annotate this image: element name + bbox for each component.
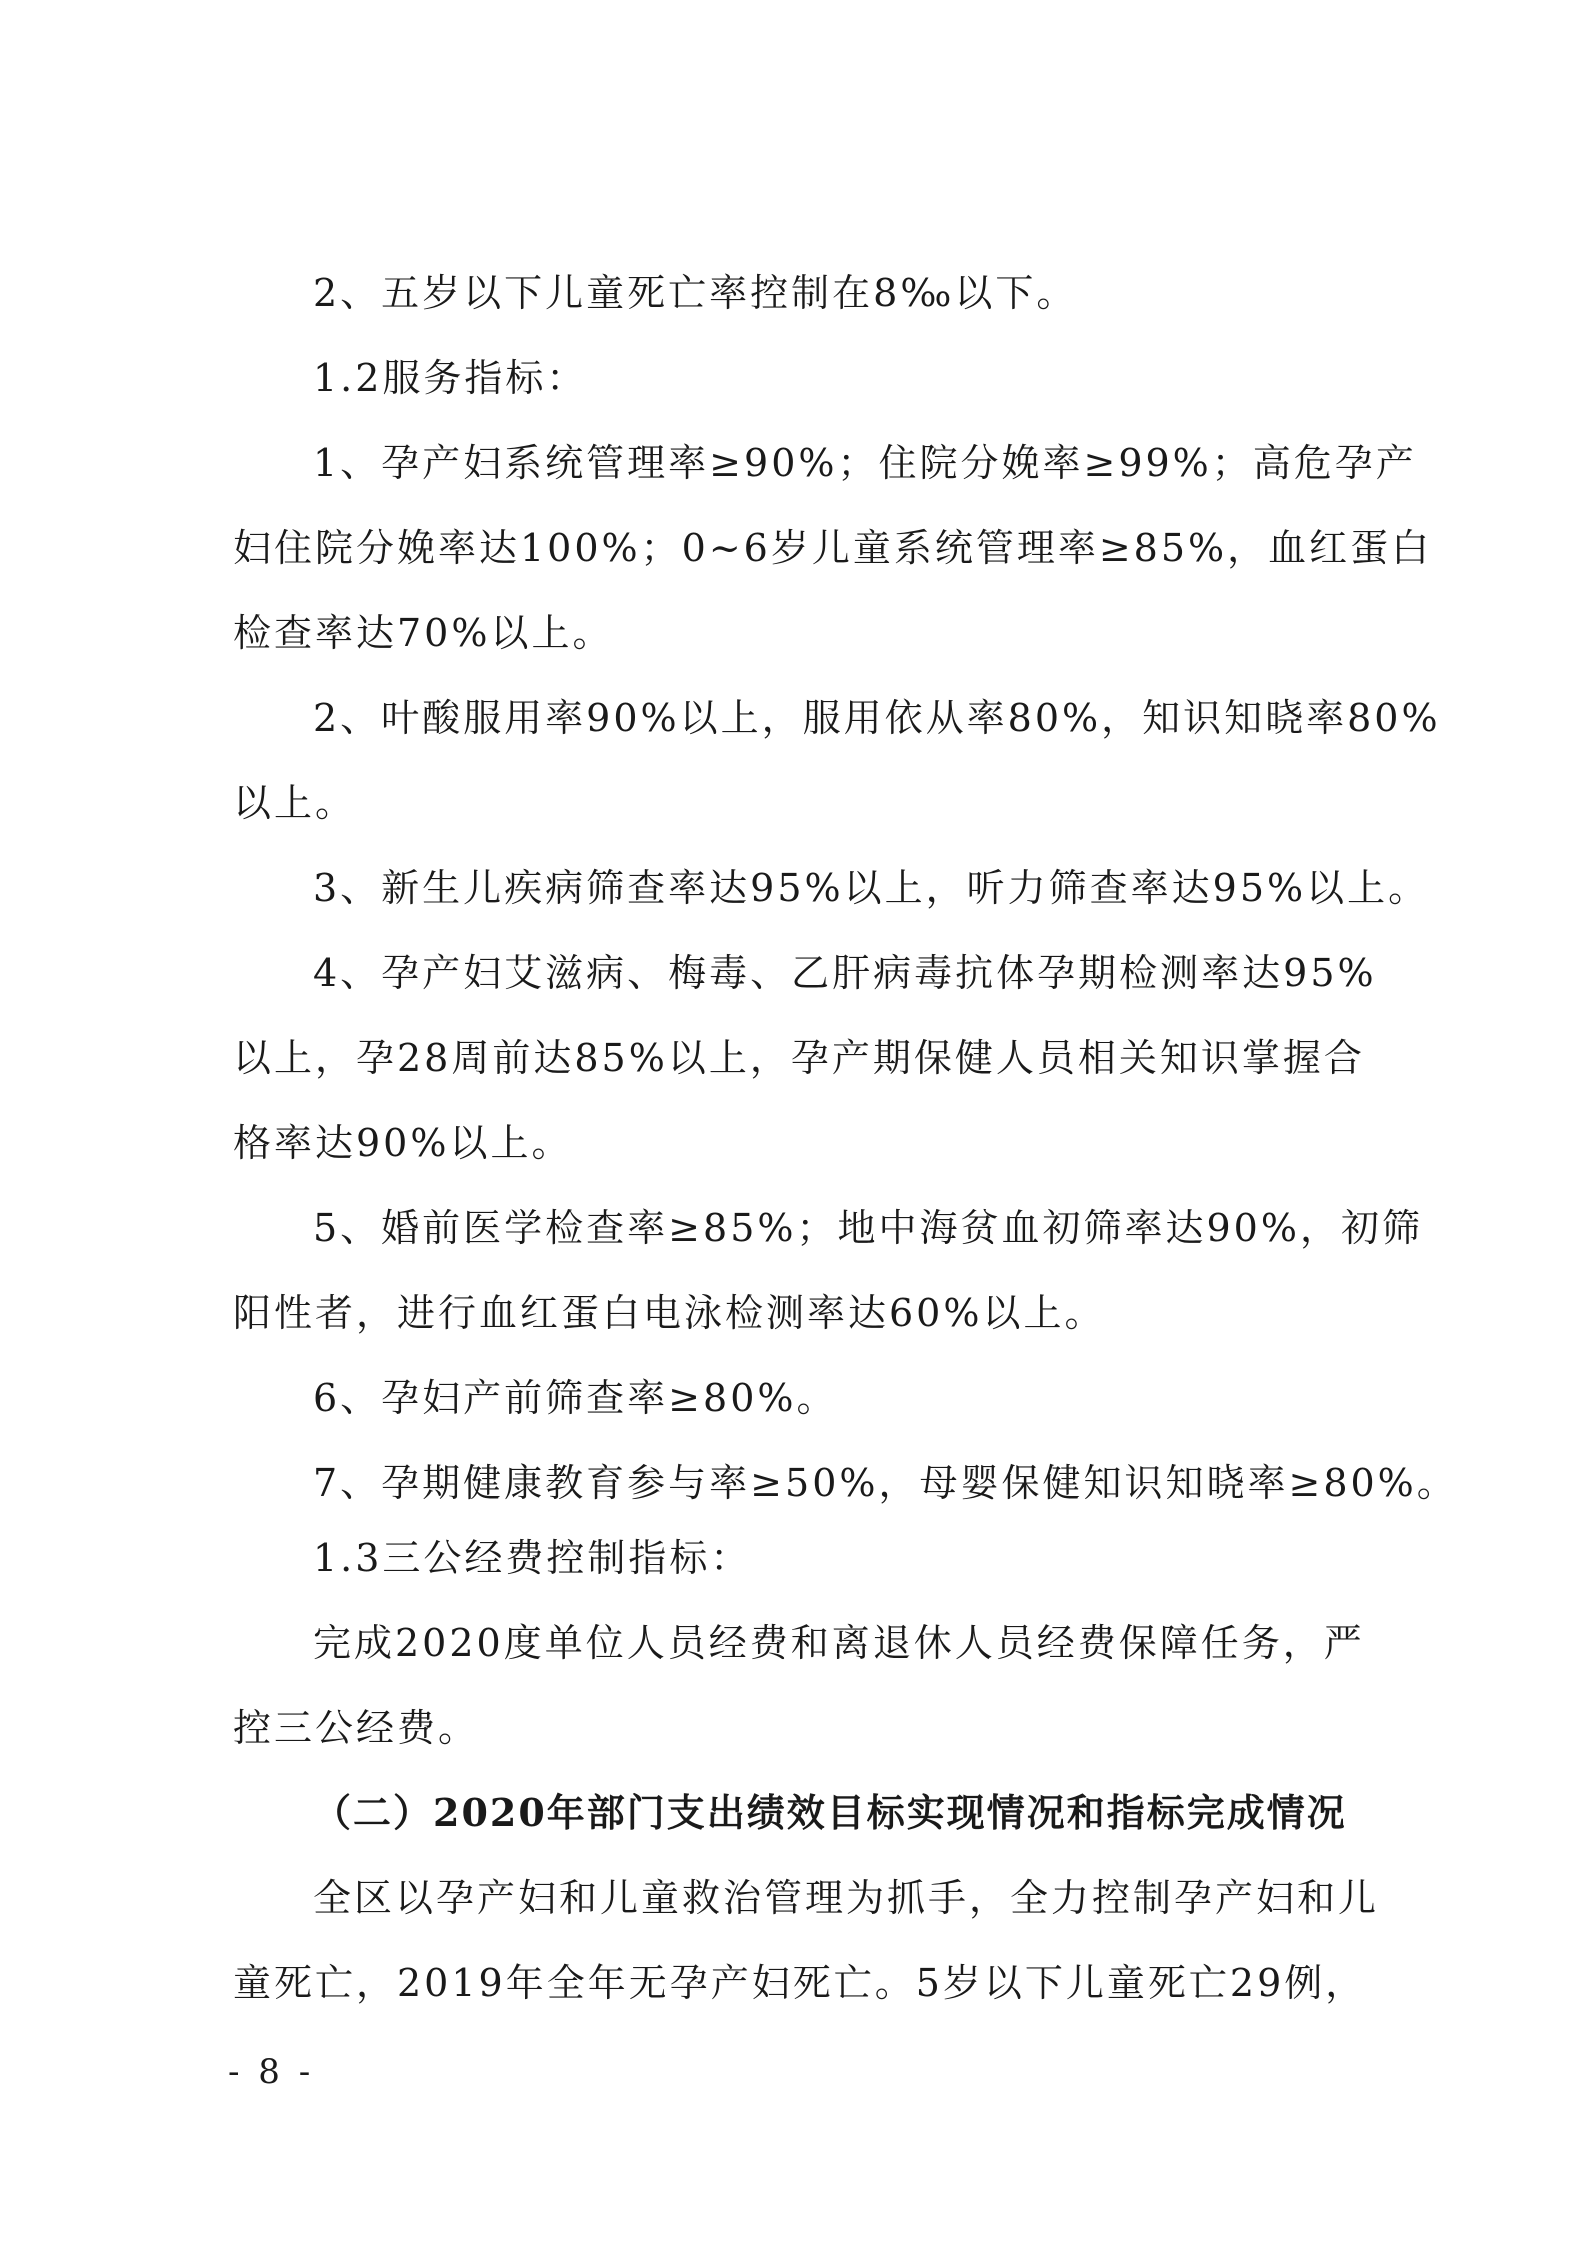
paragraph-line: 3、新生儿疾病筛查率达95%以上，听力筛查率达95%以上。 <box>313 866 1430 910</box>
section-heading-1-3: 1.3三公经费控制指标： <box>313 1536 752 1580</box>
paragraph-line: 以上。 <box>233 781 357 825</box>
paragraph-line: 6、孕妇产前筛查率≥80%。 <box>313 1376 838 1420</box>
paragraph-line: 7、孕期健康教育参与率≥50%，母婴保健知识知晓率≥80%。 <box>313 1461 1458 1505</box>
paragraph-line: 4、孕产妇艾滋病、梅毒、乙肝病毒抗体孕期检测率达95% <box>313 951 1377 995</box>
paragraph-line: 2、叶酸服用率90%以上，服用依从率80%，知识知晓率80% <box>313 696 1441 740</box>
section-heading-part-2: （二）2020年部门支出绩效目标实现情况和指标完成情况 <box>313 1790 1347 1835</box>
paragraph-line: 1、孕产妇系统管理率≥90%；住院分娩率≥99%；高危孕产 <box>313 441 1417 485</box>
paragraph-line: 完成2020度单位人员经费和离退休人员经费保障任务，严 <box>313 1621 1365 1665</box>
paragraph-line: 5、婚前医学检查率≥85%；地中海贫血初筛率达90%，初筛 <box>313 1206 1423 1250</box>
paragraph-line: 童死亡，2019年全年无孕产妇死亡。5岁以下儿童死亡29例， <box>233 1961 1367 2005</box>
section-heading-1-2: 1.2服务指标： <box>313 356 588 400</box>
page-number: - 8 - <box>228 2052 315 2092</box>
paragraph-line: 格率达90%以上。 <box>233 1121 573 1165</box>
paragraph-line: 2、五岁以下儿童死亡率控制在8‰以下。 <box>313 271 1078 315</box>
paragraph-line: 以上，孕28周前达85%以上，孕产期保健人员相关知识掌握合 <box>233 1036 1365 1080</box>
paragraph-line: 控三公经费。 <box>233 1706 480 1750</box>
paragraph-line: 阳性者，进行血红蛋白电泳检测率达60%以上。 <box>233 1291 1106 1335</box>
paragraph-line: 检查率达70%以上。 <box>233 611 614 655</box>
paragraph-line: 妇住院分娩率达100%；0~6岁儿童系统管理率≥85%，血红蛋白 <box>233 526 1433 570</box>
paragraph-line: 全区以孕产妇和儿童救治管理为抓手，全力控制孕产妇和儿 <box>313 1876 1380 1920</box>
